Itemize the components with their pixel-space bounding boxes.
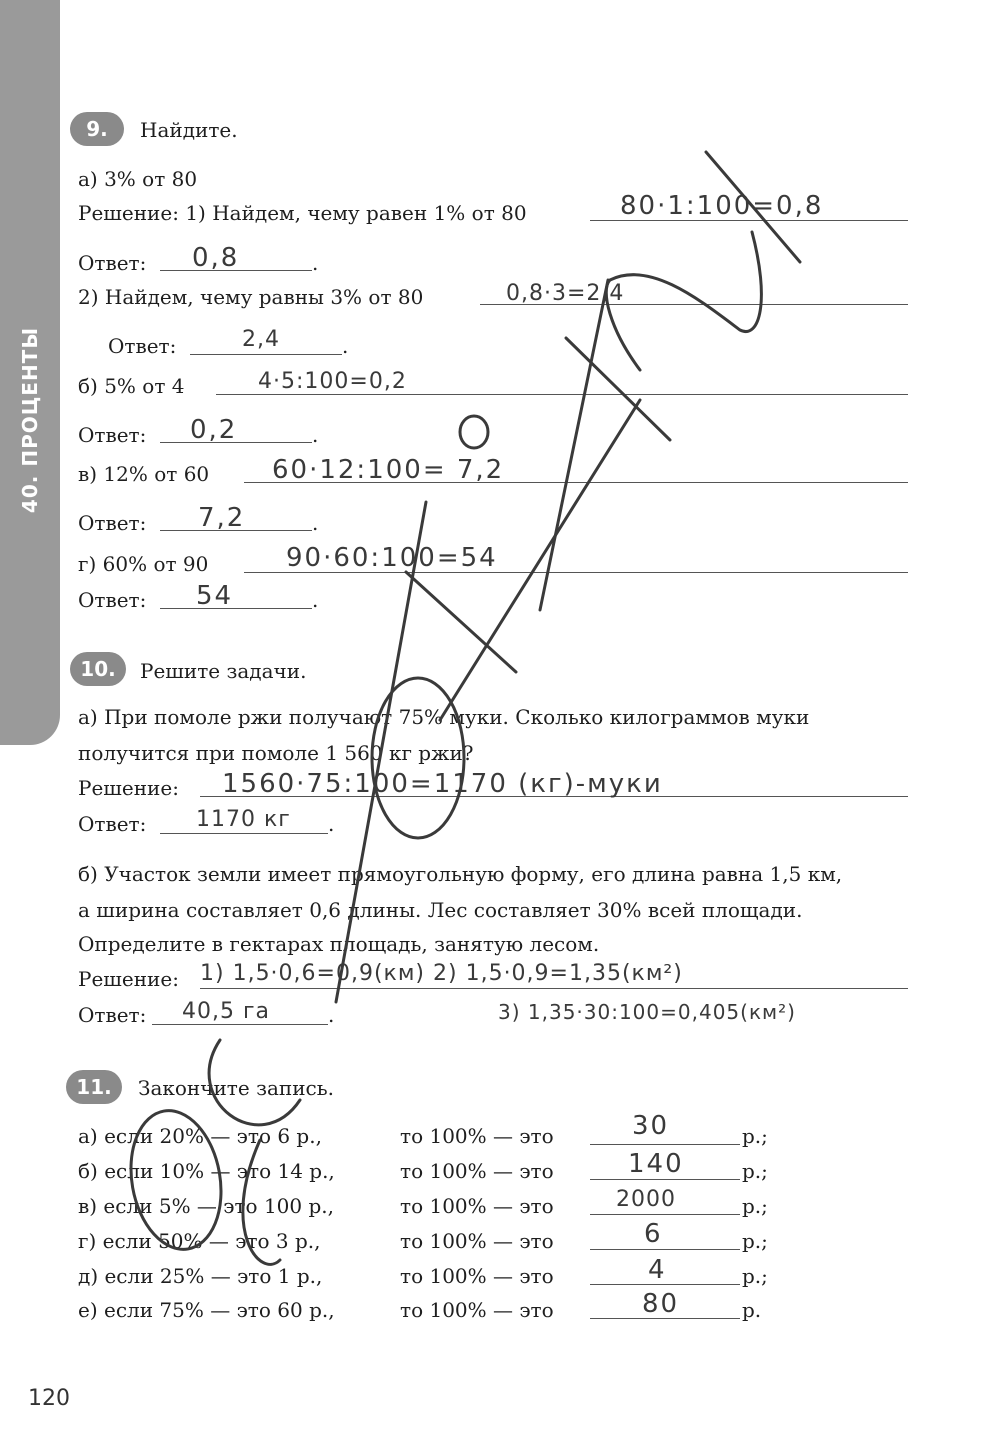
row-statement: то 100% — это (400, 1124, 554, 1148)
handwritten-9a-step2: 0,8·3=2,4 (506, 281, 625, 306)
task-9b-label: б) 5% от 4 (78, 374, 185, 398)
row-unit: р.; (742, 1194, 768, 1218)
task-10b-text-1: б) Участок земли имеет прямоугольную форму, его длина равна 1,5 км, (78, 862, 843, 886)
answer-line (590, 1249, 740, 1250)
period: . (312, 588, 319, 612)
row-condition: в) если 5% — это 100 р., (78, 1194, 335, 1218)
task-9a-label: а) 3% от 80 (78, 167, 198, 191)
row-unit: р.; (742, 1159, 768, 1183)
row-unit: р.; (742, 1229, 768, 1253)
pen-stroke (566, 338, 670, 440)
row-condition: е) если 75% — это 60 р., (78, 1298, 335, 1322)
task-10-title: Решите задачи. (140, 659, 307, 683)
task-10b-text-3: Определите в гектарах площадь, занятую лесом. (78, 932, 600, 956)
row-unit: р. (742, 1298, 762, 1322)
pen-stroke (540, 280, 608, 610)
row-statement: то 100% — это (400, 1298, 554, 1322)
task-10a-text-2: получится при помоле 1 560 кг ржи? (78, 741, 474, 765)
task-9-title: Найдите. (140, 118, 238, 142)
period: . (312, 511, 319, 535)
period: . (312, 251, 319, 275)
task-9c-answer-label: Ответ: (78, 511, 147, 535)
handwritten-9a-answer1: 0,8 (192, 243, 240, 273)
row-condition: д) если 25% — это 1 р., (78, 1264, 323, 1288)
row-statement: то 100% — это (400, 1194, 554, 1218)
pen-stroke (406, 572, 516, 672)
answer-line (590, 1214, 740, 1215)
task-10a-text-1: а) При помоле ржи получают 75% муки. Сколько килограммов муки (78, 705, 810, 729)
task-10b-answer-label: Ответ: (78, 1003, 147, 1027)
task-9a-answer1-label: Ответ: (78, 251, 147, 275)
handwritten-answer: 80 (642, 1289, 680, 1319)
task-11-badge: 11. (66, 1070, 122, 1104)
task-9a-step1: Решение: 1) Найдем, чему равен 1% от 80 (78, 201, 527, 225)
row-condition: г) если 50% — это 3 р., (78, 1229, 321, 1253)
handwritten-answer: 4 (648, 1255, 667, 1285)
handwritten-9c-answer: 7,2 (198, 503, 246, 533)
task-11-title: Закончите запись. (138, 1076, 335, 1100)
handwritten-answer: 30 (632, 1111, 670, 1141)
task-10a-answer-label: Ответ: (78, 812, 147, 836)
period: . (312, 423, 319, 447)
handwritten-9a-step1: 80·1:100=0,8 (620, 191, 824, 221)
task-9a-step2: 2) Найдем, чему равны 3% от 80 (78, 285, 424, 309)
handwritten-10b-answer: 40,5 га (182, 999, 271, 1024)
handwritten-9c: 60·12:100= 7,2 (272, 455, 505, 485)
row-condition: а) если 20% — это 6 р., (78, 1124, 322, 1148)
row-unit: р.; (742, 1124, 768, 1148)
period: . (342, 334, 349, 358)
row-statement: то 100% — это (400, 1159, 554, 1183)
pen-stroke (606, 232, 761, 370)
row-statement: то 100% — это (400, 1229, 554, 1253)
task-9d-label: г) 60% от 90 (78, 552, 209, 576)
task-10b-solution-label: Решение: (78, 967, 179, 991)
task-9d-answer-label: Ответ: (78, 588, 147, 612)
period: . (328, 1003, 335, 1027)
handwritten-10b-solution-2: 3) 1,35·30:100=0,405(км²) (498, 1000, 796, 1024)
handwritten-9d: 90·60:100=54 (286, 543, 498, 573)
handwritten-answer: 6 (644, 1219, 663, 1249)
handwritten-answer: 140 (628, 1149, 684, 1179)
handwritten-9b-answer: 0,2 (190, 415, 238, 445)
answer-line (590, 1144, 740, 1145)
task-9-badge: 9. (70, 112, 124, 146)
task-10-badge: 10. (70, 652, 126, 686)
task-10a-solution-label: Решение: (78, 776, 179, 800)
handwritten-10b-solution-1: 1) 1,5·0,6=0,9(км) 2) 1,5·0,9=1,35(км²) (200, 961, 683, 986)
task-9a-answer2-label: Ответ: (108, 334, 177, 358)
task-9c-label: в) 12% от 60 (78, 462, 210, 486)
period: . (328, 812, 335, 836)
row-condition: б) если 10% — это 14 р., (78, 1159, 335, 1183)
row-unit: р.; (742, 1264, 768, 1288)
handwritten-9d-answer: 54 (196, 581, 234, 611)
handwritten-10a-solution: 1560·75:100=1170 (кг)-муки (222, 769, 663, 799)
section-label: 40. ПРОЦЕНТЫ (18, 326, 42, 514)
task-9b-answer-label: Ответ: (78, 423, 147, 447)
answer-line (160, 608, 312, 609)
handwritten-answer: 2000 (616, 1187, 676, 1212)
answer-line (590, 1179, 740, 1180)
answer-line (200, 988, 908, 989)
handwritten-10a-answer: 1170 кг (196, 807, 291, 832)
task-10b-text-2: а ширина составляет 0,6 длины. Лес составляет 30% всей площади. (78, 898, 803, 922)
answer-line (190, 354, 342, 355)
page-number: 120 (28, 1386, 70, 1411)
handwritten-9b: 4·5:100=0,2 (258, 369, 407, 394)
pen-stroke (460, 416, 488, 448)
row-statement: то 100% — это (400, 1264, 554, 1288)
section-side-tab-curve (0, 715, 60, 745)
handwritten-9a-answer2: 2,4 (242, 327, 280, 352)
